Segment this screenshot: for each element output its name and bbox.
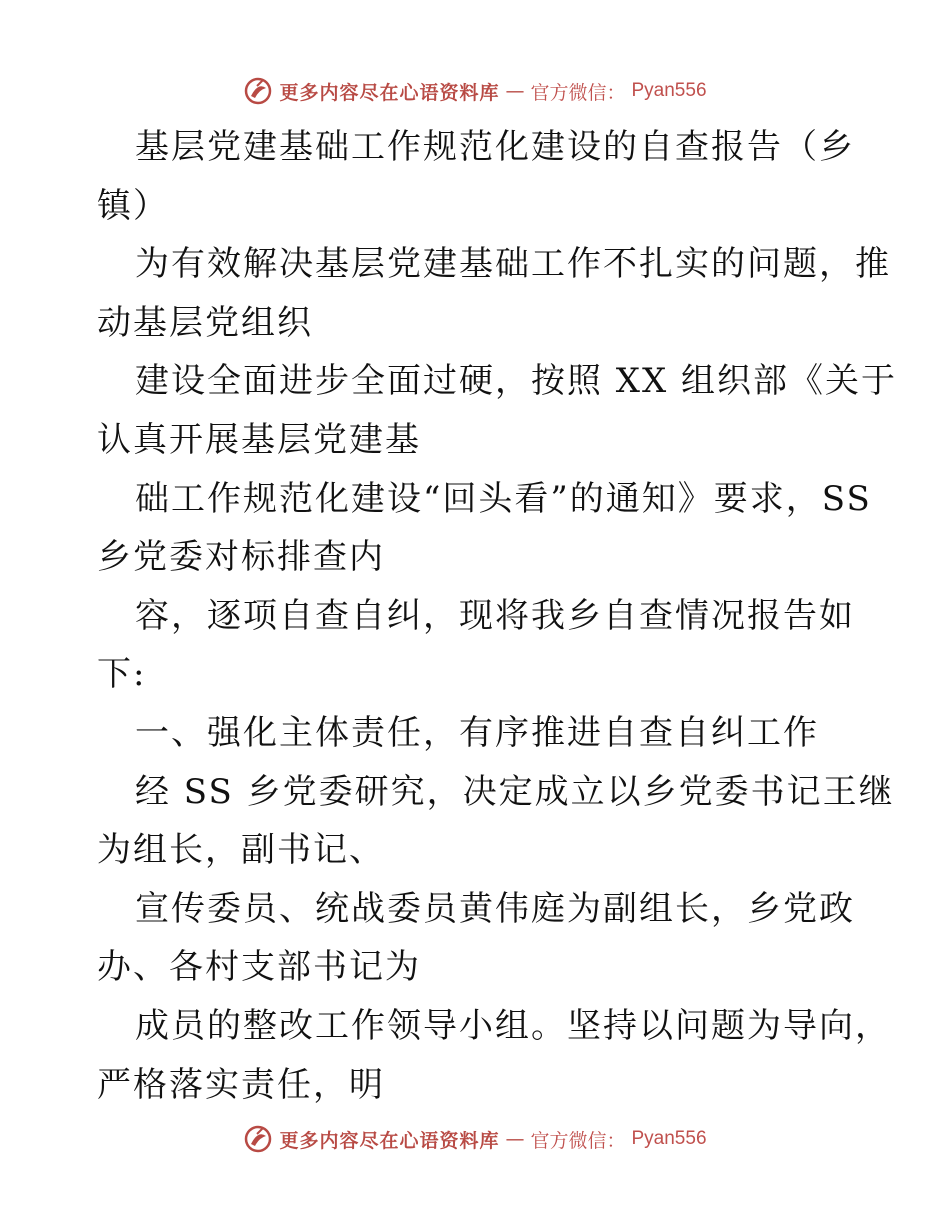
paragraph-line: 为组长，副书记、 <box>97 830 385 871</box>
watermark-wechat-label: 官方微信： <box>530 1129 626 1152</box>
paragraph-line: 下: <box>97 654 147 695</box>
document-title: 基层党建基础工作规范化建设的自查报告（乡 <box>135 127 855 167</box>
document-title-cont: 镇） <box>97 185 169 226</box>
paragraph-line: 为有效解决基层党建基础工作不扎实的问题，推 <box>135 244 891 285</box>
watermark-footer <box>0 1124 950 1154</box>
logo-icon <box>243 76 273 106</box>
watermark-dash: — <box>505 80 525 102</box>
watermark-dash: — <box>505 1128 525 1150</box>
paragraph-line: 础工作规范化建设“回头看”的通知》要求，SS <box>135 478 872 519</box>
paragraph-line: 成员的整改工作领导小组。坚持以问题为导向， <box>135 1005 891 1046</box>
watermark-wechat-id: Pyan556 <box>631 80 707 101</box>
paragraph-line: 宣传委员、统战委员黄伟庭为副组长，乡党政 <box>135 888 855 929</box>
paragraph-line: 认真开展基层党建基 <box>97 419 421 460</box>
paragraph-line: 办、各村支部书记为 <box>97 947 421 988</box>
paragraph-line: 乡党委对标排查内 <box>97 537 385 578</box>
paragraph-line: 严格落实责任，明 <box>97 1064 385 1105</box>
paragraph-line: 建设全面进步全面过硬，按照 XX 组织部《关于 <box>135 361 898 402</box>
document-body <box>97 118 898 1114</box>
paragraph-line: 容，逐项自查自纠，现将我乡自查情况报告如 <box>135 595 855 636</box>
watermark-wechat-label: 官方微信： <box>530 81 626 104</box>
watermark-site-text: 更多内容尽在心语资料库 <box>279 1129 500 1152</box>
logo-icon <box>243 1124 273 1154</box>
watermark-wechat-id: Pyan556 <box>631 1128 707 1149</box>
section-heading: 一、强化主体责任，有序推进自查自纠工作 <box>135 712 819 753</box>
watermark-site-text: 更多内容尽在心语资料库 <box>279 81 500 104</box>
paragraph-line: 经 SS 乡党委研究，决定成立以乡党委书记王继 <box>135 771 895 812</box>
watermark-header <box>0 76 950 106</box>
paragraph-line: 动基层党组织 <box>97 302 313 343</box>
